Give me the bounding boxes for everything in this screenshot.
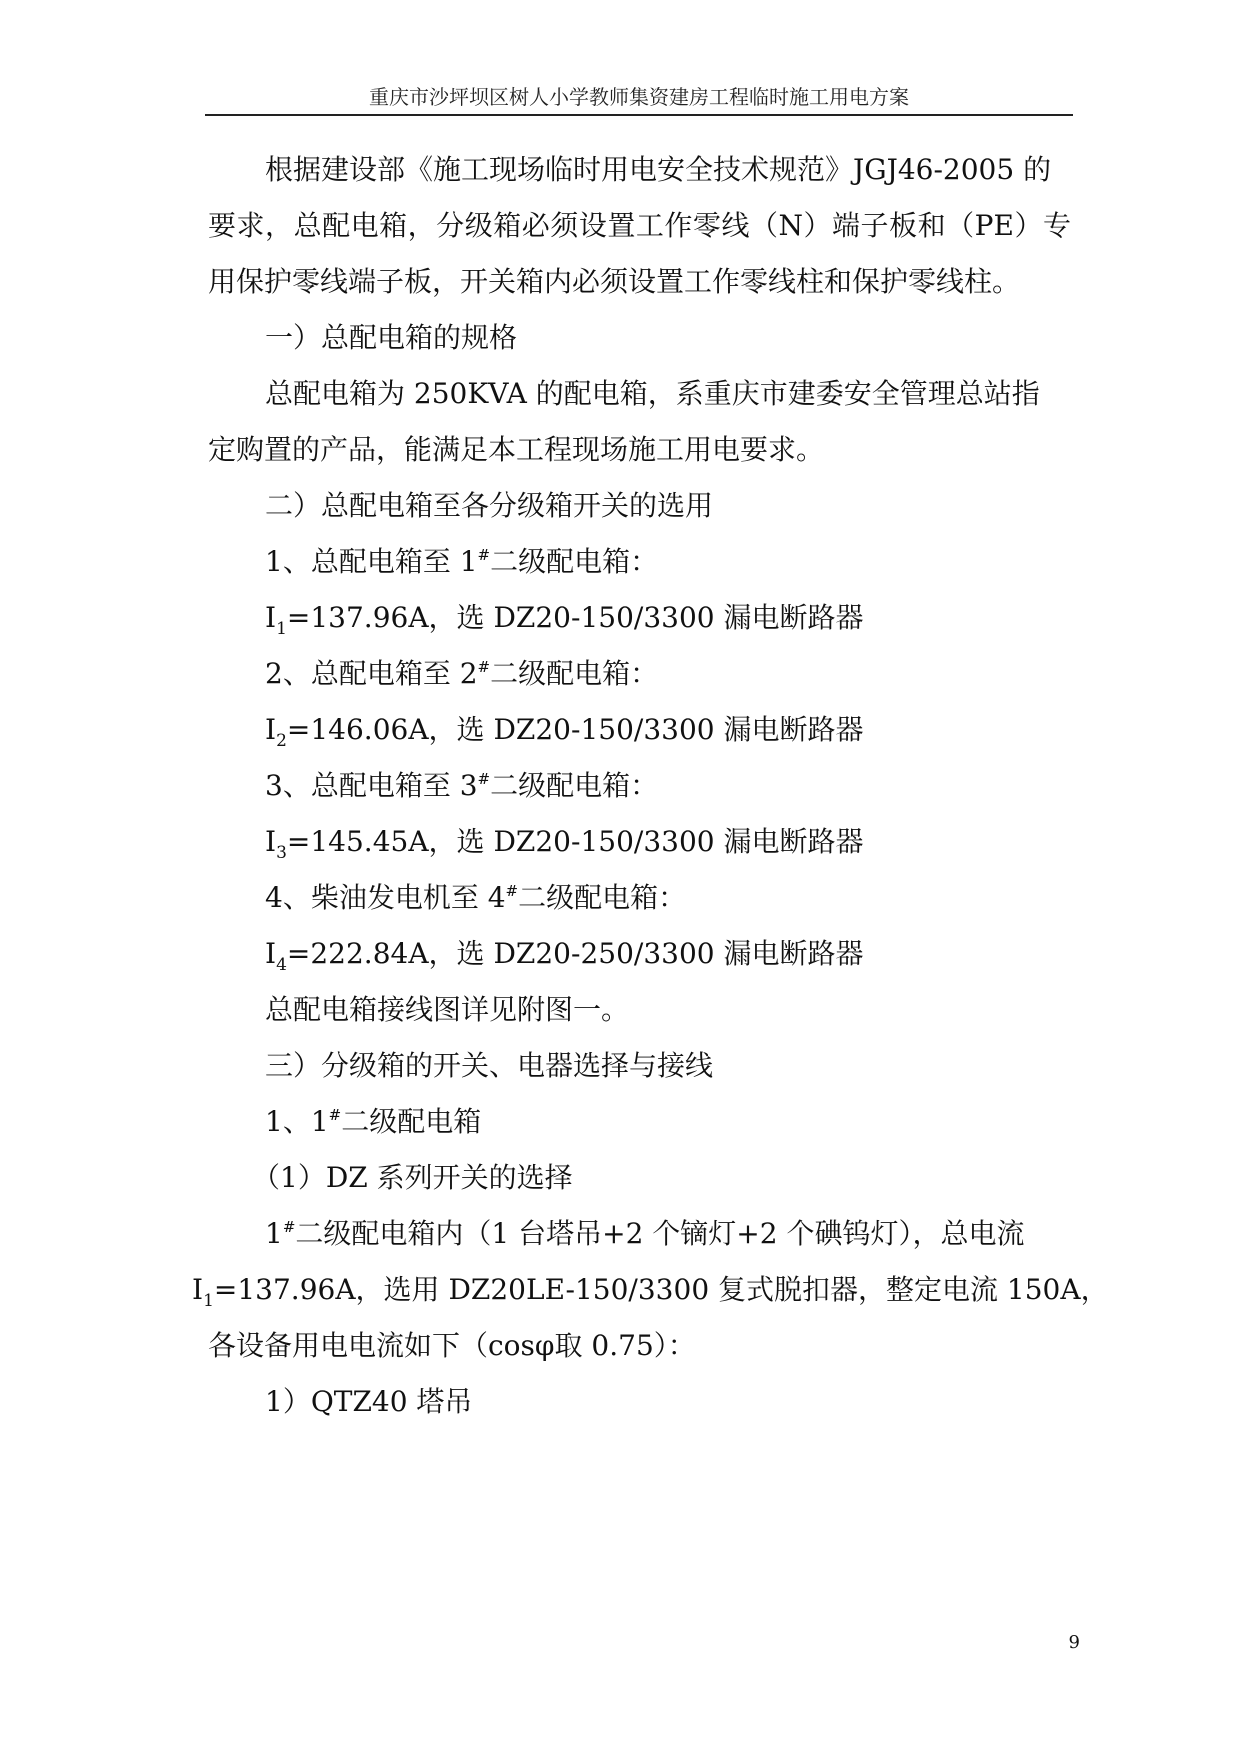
superscript: # [477, 658, 491, 676]
symbol: I [265, 825, 277, 858]
sub-heading: （1）DZ 系列开关的选择 [252, 1161, 573, 1194]
paragraph-line: 定购置的产品，能满足本工程现场施工用电要求。 [208, 433, 825, 466]
paragraph-line: 用保护零线端子板，开关箱内必须设置工作零线柱和保护零线柱。 [208, 265, 1021, 298]
superscript: # [282, 1218, 296, 1236]
item-text: 二级配电箱 [341, 1105, 482, 1138]
list-item [265, 545, 658, 579]
list-item: 1）QTZ40 塔吊 [265, 1385, 473, 1418]
superscript: # [328, 1106, 342, 1124]
list-item [265, 1105, 481, 1139]
item-text: 二级配电箱： [490, 545, 659, 578]
subscript: 1 [203, 1291, 214, 1311]
item-text: 二级配电箱： [518, 881, 687, 914]
subscript: 4 [276, 955, 287, 975]
item-text: 3、总配电箱至 3 [265, 769, 478, 802]
current-value-line [265, 601, 864, 639]
page-number: 9 [1068, 1632, 1080, 1653]
superscript: # [505, 882, 519, 900]
subscript: 2 [276, 731, 287, 751]
superscript: # [477, 546, 491, 564]
page-header-title: 重庆市沙坪坝区树人小学教师集资建房工程临时施工用电方案 [369, 85, 909, 109]
current-value-line [265, 825, 864, 863]
subscript: 3 [276, 843, 287, 863]
list-item [265, 769, 658, 803]
item-text: 1 [265, 1217, 283, 1250]
item-text: 二级配电箱内（1 台塔吊+2 个镝灯+2 个碘钨灯），总电流 [295, 1217, 1025, 1250]
section-heading: 一）总配电箱的规格 [265, 321, 518, 354]
paragraph-line: 总配电箱为 250KVA 的配电箱，系重庆市建委安全管理总站指 [265, 377, 1040, 410]
section-heading: 二）总配电箱至各分级箱开关的选用 [265, 489, 714, 522]
item-text: 二级配电箱： [490, 657, 659, 690]
header-divider [205, 114, 1073, 116]
symbol: I [265, 937, 277, 970]
item-text: =145.45A，选 DZ20-150/3300 漏电断路器 [286, 825, 864, 858]
item-text: =222.84A，选 DZ20-250/3300 漏电断路器 [286, 937, 864, 970]
item-text: =137.96A，选用 DZ20LE-150/3300 复式脱扣器，整定电流 150A， [213, 1273, 1109, 1306]
item-text: 1、总配电箱至 1 [265, 545, 478, 578]
list-item [265, 657, 658, 691]
subscript: 1 [276, 619, 287, 639]
section-heading: 三）分级箱的开关、电器选择与接线 [265, 1049, 714, 1082]
superscript: # [477, 770, 491, 788]
symbol: I [265, 601, 277, 634]
current-value-line [265, 937, 864, 975]
paragraph-line [192, 1273, 1109, 1311]
item-text: =137.96A，选 DZ20-150/3300 漏电断路器 [286, 601, 864, 634]
item-text: =146.06A，选 DZ20-150/3300 漏电断路器 [286, 713, 864, 746]
item-text: 2、总配电箱至 2 [265, 657, 478, 690]
item-text: 4、柴油发电机至 4 [265, 881, 506, 914]
item-text: 二级配电箱： [490, 769, 659, 802]
paragraph-line [265, 1217, 1024, 1251]
paragraph-line: 各设备用电电流如下（cosφ取 0.75）： [208, 1329, 696, 1362]
paragraph-line: 总配电箱接线图详见附图一。 [265, 993, 630, 1026]
symbol: I [192, 1273, 204, 1306]
paragraph-line: 根据建设部《施工现场临时用电安全技术规范》JGJ46-2005 的 [265, 153, 1052, 186]
paragraph-line: 要求，总配电箱，分级箱必须设置工作零线（N）端子板和（PE）专 [208, 209, 1071, 242]
list-item [265, 881, 686, 915]
symbol: I [265, 713, 277, 746]
item-text: 1、1 [265, 1105, 329, 1138]
current-value-line [265, 713, 864, 751]
